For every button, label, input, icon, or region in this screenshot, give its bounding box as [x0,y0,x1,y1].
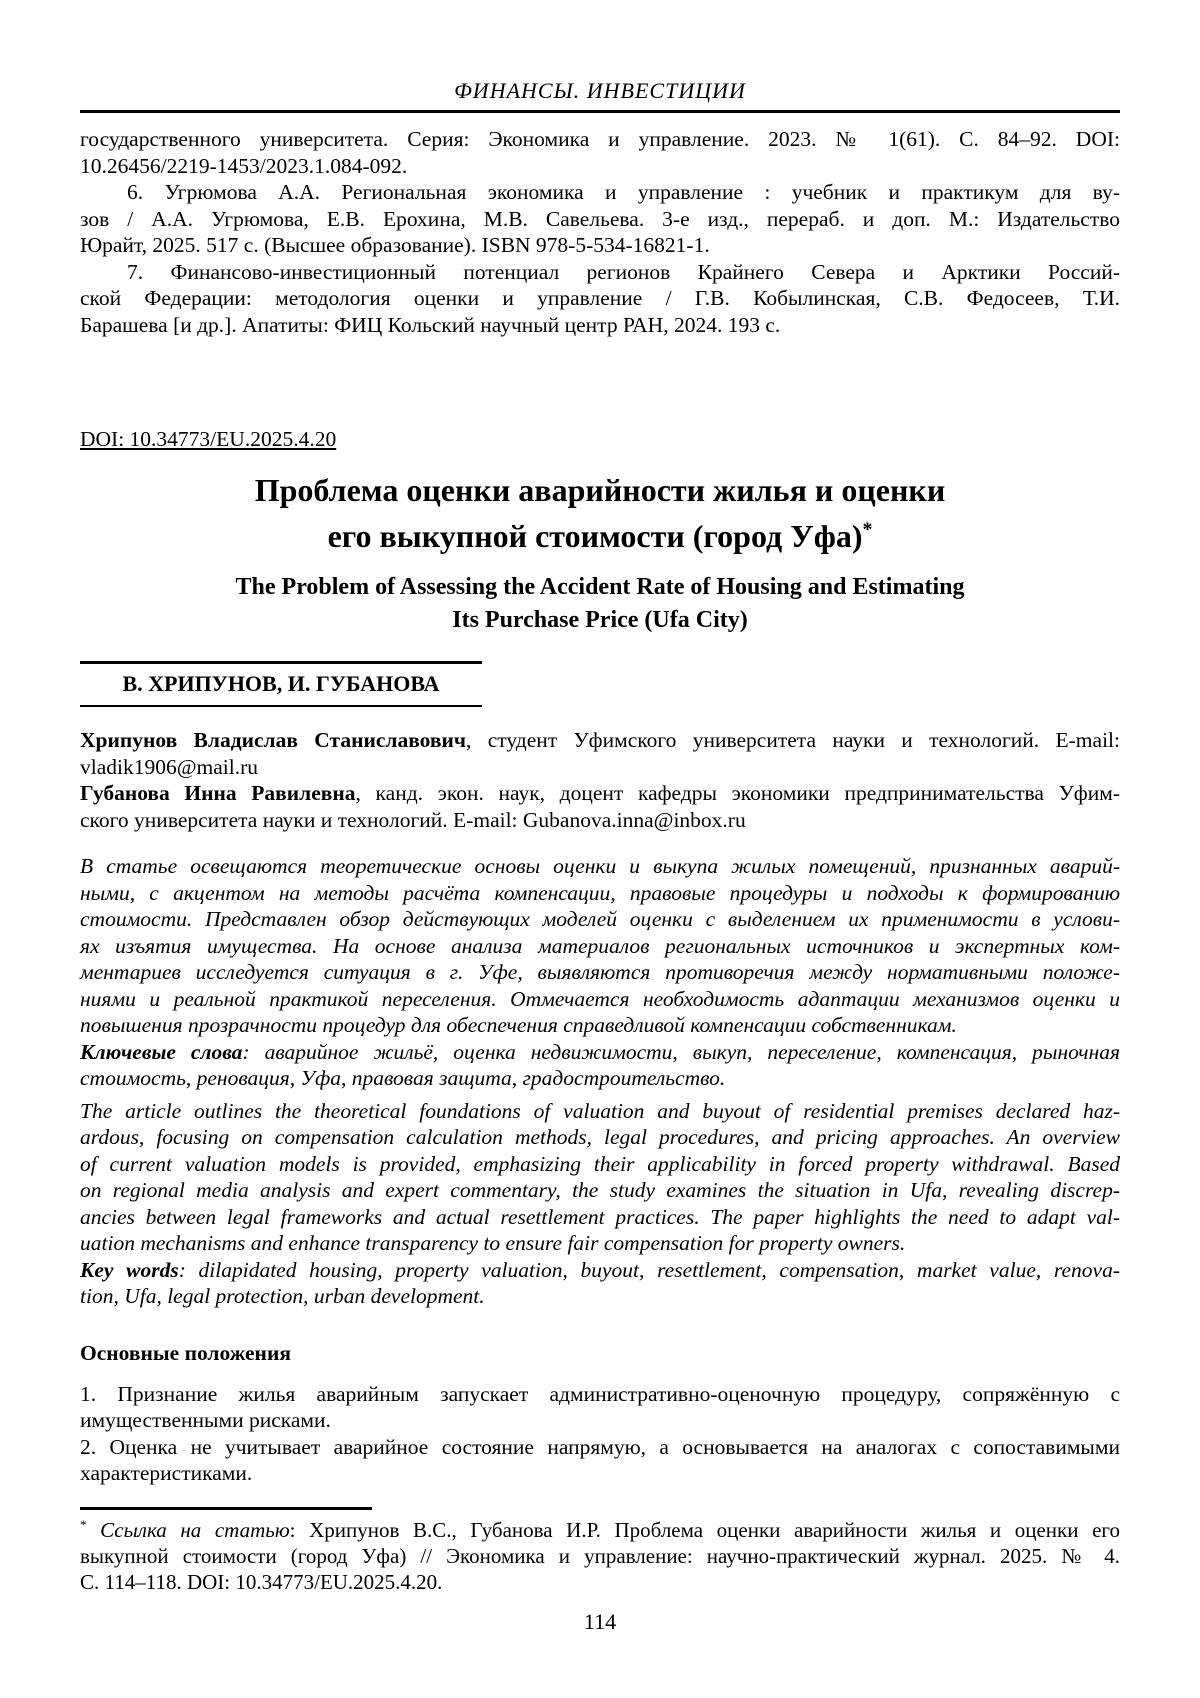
key-point-2: 2. Оценка не учитывает аварийное состояние напрямую, а основывается на аналогах с сопоставимыми характеристиками. [80,1434,1120,1485]
doi-text: DOI: 10.34773/EU.2025.4.20 [80,427,337,451]
article-title-en: The Problem of Assessing the Accident Rate of Housing and Estimating Its Purchase Price (Ufa City) [235,574,965,633]
footnote-citation: * Ссылка на статью: Хрипунов В.С., Губанова И.Р. Проблема оценки аварийности жилья и оценки его выкупной стоимости (город Уфа) // Экономика и управление: научно-практический журнал. 2025. № 4. С. 114–118. DOI: 10.34773/EU.2025.4.20. [80,1516,1120,1594]
affiliations-block [80,727,1120,833]
references-section [80,126,1120,338]
main-points-list [80,1381,1120,1487]
keywords-ru: Ключевые слова: аварийное жильё, оценка недвижимости, выкуп, переселение, компенсация, рыночная стоимость, реновация, Уфа, правовая защита, градостроительство. [80,1039,1120,1090]
keywords-en: Key words: dilapidated housing, property valuation, buyout, resettlement, compensation, market value, renova- tion, Ufa, legal protection, urban development. [80,1257,1120,1308]
reference-item-6: 6. Угрюмова А.А. Региональная экономика и управление : учебник и практикум для ву- зов / А.А. Угрюмова, Е.В. Ерохина, М.В. Савельева. 3-е изд., перераб. и доп. М.: Издательство Юрайт, 2025. 517 с. (Высшее образование). ISBN 978-5-534-16821-1. [80,180,1120,257]
reference-continuation: государственного университета. Серия: Экономика и управление. 2023. № 1(61). С. 84–92. DOI: 10.26456/2219-1453/2023.1.084-092. [80,127,1120,178]
running-head: ФИНАНСЫ. ИНВЕСТИЦИИ [454,78,746,103]
key-point-1: 1. Признание жилья аварийным запускает административно-оценочную процедуру, сопряжённую с имущественными рисками. [80,1381,1120,1432]
abstract-en: The article outlines the theoretical foundations of valuation and buyout of residential premises declared haz- ardous, focusing on compensation calculation methods, legal procedures, and pricing approaches. An overview of current valuation models is provided, emphasizing their applicability in forced property withdrawal. Based on regional media analysis and expert commentary, the study examines the situation in Ufa, revealing discrep- ancies between legal frameworks and actual resettlement practices. The paper highlights the need to adapt val- uation mechanisms and enhance transparency to ensure fair compensation for property owners. [80,1098,1120,1255]
reference-item-7: 7. Финансово-инвестиционный потенциал регионов Крайнего Севера и Арктики Россий- ской Федерации: методология оценки и управление / Г.В. Кобылинская, С.В. Федосеев, Т.И. Барашева [и др.]. Апатиты: ФИЦ Кольский научный центр РАН, 2024. 193 с. [80,259,1120,337]
authors-banner [80,661,482,707]
article-doi [80,426,1120,453]
article-title-ru: Проблема оценки аварийности жилья и оценки его выкупной стоимости (город Уфа)* [254,472,946,554]
footnote-divider [80,1507,372,1510]
header-divider [80,110,1120,113]
author-affiliation-gubanova: Губанова Инна Равилевна, канд. экон. наук, доцент кафедры экономики предпринимательства Уфим- ского университета науки и технологий. E-mail: Gubanova.inna@inbox.ru [80,781,1120,832]
authors-names: В. ХРИПУНОВ, И. ГУБАНОВА [122,671,440,696]
abstract-ru: В статье освещаются теоретические основы оценки и выкупа жилых помещений, признанных аварий- ными, с акцентом на методы расчёта компенсации, правовые процедуры и подходы к формированию стоимости. Представлен обзор действующих моделей оценки с выделением их применимости в услови- ях изъятия имущества. На основе анализа материалов региональных источников и экспертных ком- ментариев исследуется ситуация в г. Уфе, выявляются противоречия между нормативными положе- ниями и реальной практикой переселения. Отмечается необходимость адаптации механизмов оценки и повышения прозрачности процедур для обеспечения справедливой компенсации собственникам. [80,854,1120,1037]
section-heading-main-points: Основные положения [80,1340,291,1365]
author-affiliation-khripunov: Хрипунов Владислав Станиславович, студент Уфимского университета науки и технологий. E-mail: vladik1906@mail.ru [80,728,1120,779]
page-number: 114 [583,1608,617,1634]
